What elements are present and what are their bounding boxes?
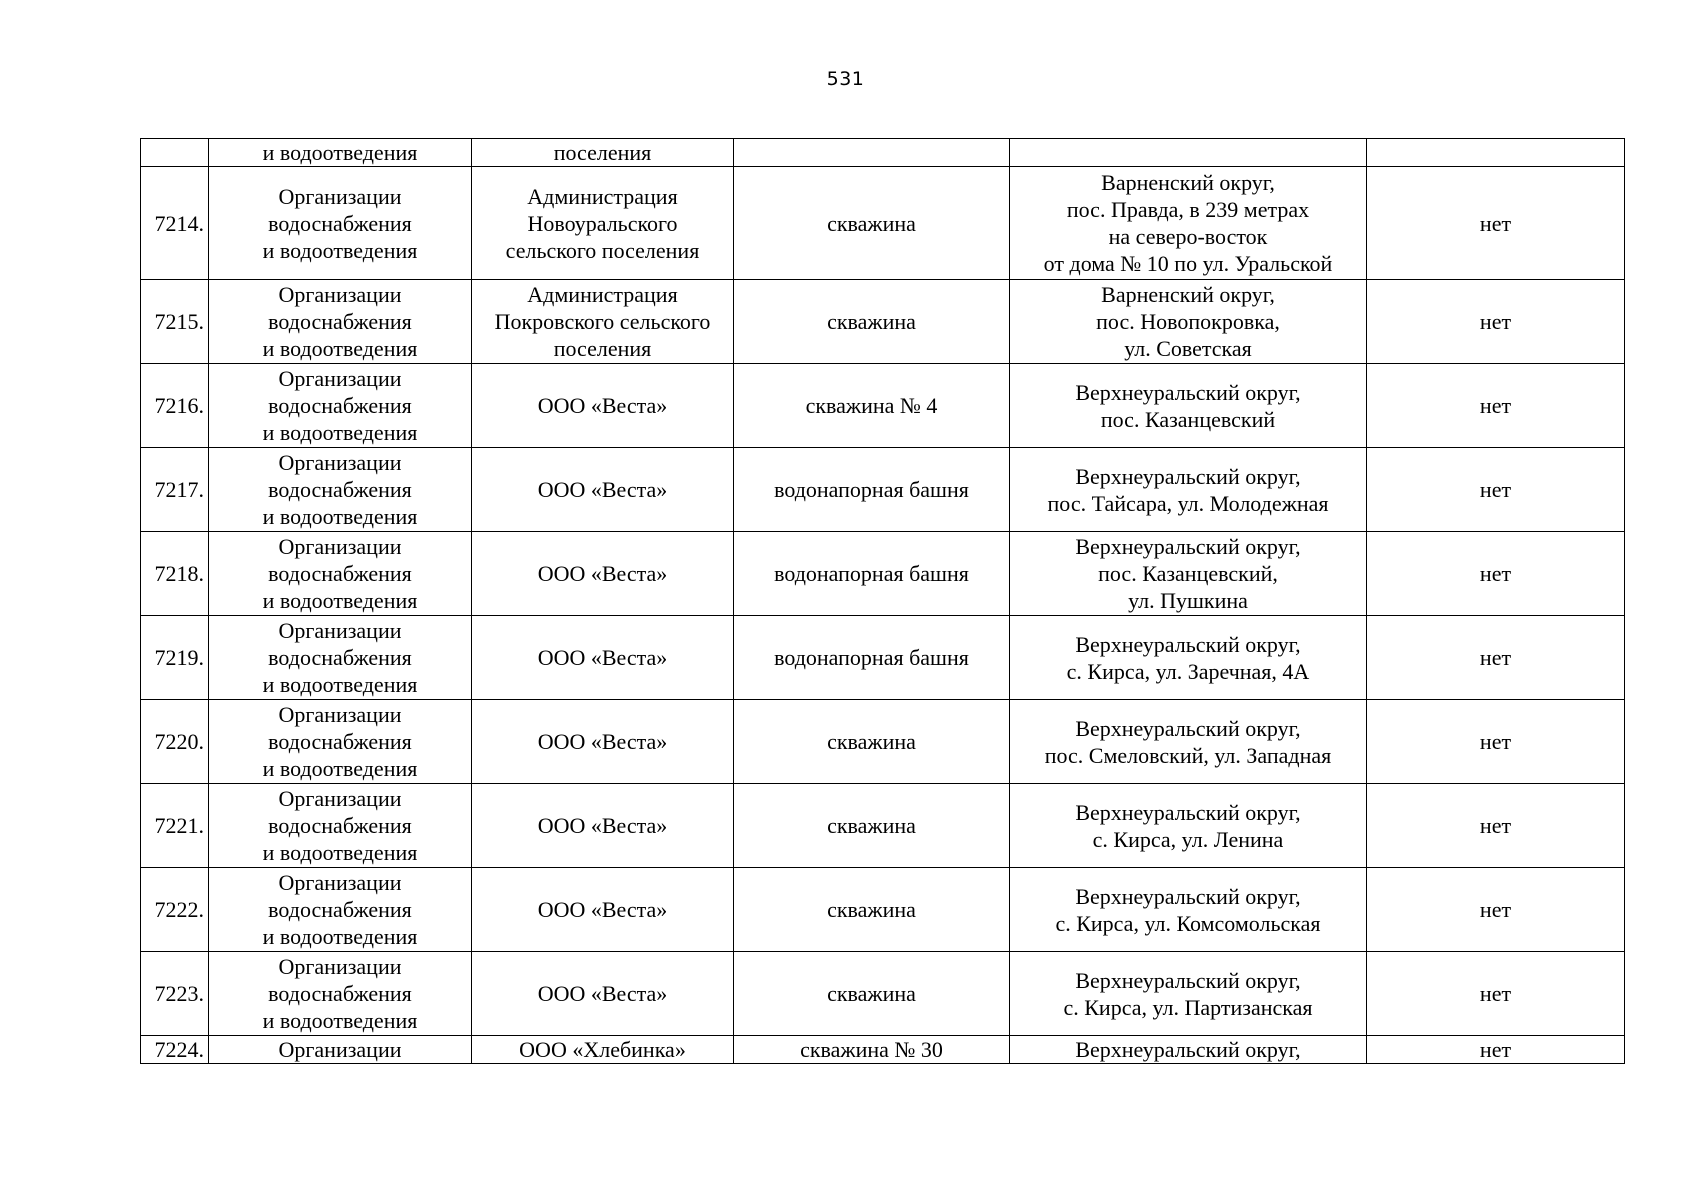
org-type-cell: Организации водоснабжения и водоотведения xyxy=(209,784,472,868)
table-row xyxy=(141,700,1625,784)
org-type-cell: Организации водоснабжения и водоотведения xyxy=(209,280,472,364)
table-row xyxy=(141,139,1625,167)
row-number: 7222. xyxy=(141,868,209,952)
flag-cell: нет xyxy=(1367,616,1625,700)
owner-cell: ООО «Хлебинка» xyxy=(472,1036,734,1064)
org-type-cell: Организации водоснабжения и водоотведения xyxy=(209,868,472,952)
flag-cell: нет xyxy=(1367,700,1625,784)
object-cell: скважина xyxy=(734,700,1010,784)
owner-cell: ООО «Веста» xyxy=(472,700,734,784)
address-cell: Варненский округ, пос. Правда, в 239 метрах на северо-восток от дома № 10 по ул. Уральской xyxy=(1010,167,1367,280)
table-row xyxy=(141,532,1625,616)
row-number: 7220. xyxy=(141,700,209,784)
org-type-cell: Организации водоснабжения и водоотведения xyxy=(209,364,472,448)
row-number: 7215. xyxy=(141,280,209,364)
owner-cell: ООО «Веста» xyxy=(472,952,734,1036)
address-cell: Верхнеуральский округ, xyxy=(1010,1036,1367,1064)
row-number: 7216. xyxy=(141,364,209,448)
address-cell: Верхнеуральский округ, с. Кирса, ул. Ленина xyxy=(1010,784,1367,868)
address-cell: Верхнеуральский округ, пос. Казанцевский xyxy=(1010,364,1367,448)
row-number: 7221. xyxy=(141,784,209,868)
table-row xyxy=(141,952,1625,1036)
row-number: 7219. xyxy=(141,616,209,700)
address-cell: Верхнеуральский округ, с. Кирса, ул. Партизанская xyxy=(1010,952,1367,1036)
address-cell xyxy=(1010,139,1367,167)
owner-cell: поселения xyxy=(472,139,734,167)
flag-cell: нет xyxy=(1367,784,1625,868)
object-cell: скважина xyxy=(734,784,1010,868)
org-type-cell: Организации водоснабжения и водоотведения xyxy=(209,616,472,700)
org-type-cell: Организации водоснабжения и водоотведения xyxy=(209,448,472,532)
address-cell: Верхнеуральский округ, пос. Смеловский, ул. Западная xyxy=(1010,700,1367,784)
object-cell: водонапорная башня xyxy=(734,448,1010,532)
page-number: 531 xyxy=(826,68,865,90)
address-cell: Верхнеуральский округ, пос. Казанцевский, ул. Пушкина xyxy=(1010,532,1367,616)
address-cell: Верхнеуральский округ, пос. Тайсара, ул. Молодежная xyxy=(1010,448,1367,532)
table-row xyxy=(141,784,1625,868)
registry-table xyxy=(140,138,1625,1064)
org-type-cell: Организации водоснабжения и водоотведения xyxy=(209,532,472,616)
address-cell: Верхнеуральский округ, с. Кирса, ул. Заречная, 4А xyxy=(1010,616,1367,700)
owner-cell: ООО «Веста» xyxy=(472,784,734,868)
org-type-cell: Организации водоснабжения и водоотведения xyxy=(209,700,472,784)
table-row xyxy=(141,280,1625,364)
row-number xyxy=(141,139,209,167)
owner-cell: ООО «Веста» xyxy=(472,364,734,448)
table-row xyxy=(141,167,1625,280)
object-cell: водонапорная башня xyxy=(734,532,1010,616)
row-number: 7224. xyxy=(141,1036,209,1064)
object-cell xyxy=(734,139,1010,167)
flag-cell: нет xyxy=(1367,952,1625,1036)
table-row xyxy=(141,616,1625,700)
table-row xyxy=(141,448,1625,532)
row-number: 7214. xyxy=(141,167,209,280)
flag-cell xyxy=(1367,139,1625,167)
object-cell: скважина № 4 xyxy=(734,364,1010,448)
org-type-cell: Организации водоснабжения и водоотведения xyxy=(209,952,472,1036)
table-row xyxy=(141,1036,1625,1064)
flag-cell: нет xyxy=(1367,167,1625,280)
row-number: 7223. xyxy=(141,952,209,1036)
object-cell: скважина xyxy=(734,952,1010,1036)
org-type-cell: и водоотведения xyxy=(209,139,472,167)
table-row xyxy=(141,364,1625,448)
object-cell: скважина xyxy=(734,167,1010,280)
flag-cell: нет xyxy=(1367,448,1625,532)
object-cell: скважина № 30 xyxy=(734,1036,1010,1064)
org-type-cell: Организации водоснабжения и водоотведения xyxy=(209,167,472,280)
address-cell: Варненский округ, пос. Новопокровка, ул. Советская xyxy=(1010,280,1367,364)
flag-cell: нет xyxy=(1367,532,1625,616)
owner-cell: ООО «Веста» xyxy=(472,532,734,616)
flag-cell: нет xyxy=(1367,868,1625,952)
flag-cell: нет xyxy=(1367,280,1625,364)
row-number: 7217. xyxy=(141,448,209,532)
row-number: 7218. xyxy=(141,532,209,616)
object-cell: скважина xyxy=(734,868,1010,952)
address-cell: Верхнеуральский округ, с. Кирса, ул. Комсомольская xyxy=(1010,868,1367,952)
owner-cell: ООО «Веста» xyxy=(472,448,734,532)
flag-cell: нет xyxy=(1367,1036,1625,1064)
object-cell: водонапорная башня xyxy=(734,616,1010,700)
org-type-cell: Организации xyxy=(209,1036,472,1064)
object-cell: скважина xyxy=(734,280,1010,364)
owner-cell: Администрация Новоуральского сельского поселения xyxy=(472,167,734,280)
table-row xyxy=(141,868,1625,952)
flag-cell: нет xyxy=(1367,364,1625,448)
owner-cell: ООО «Веста» xyxy=(472,616,734,700)
owner-cell: Администрация Покровского сельского поселения xyxy=(472,280,734,364)
owner-cell: ООО «Веста» xyxy=(472,868,734,952)
